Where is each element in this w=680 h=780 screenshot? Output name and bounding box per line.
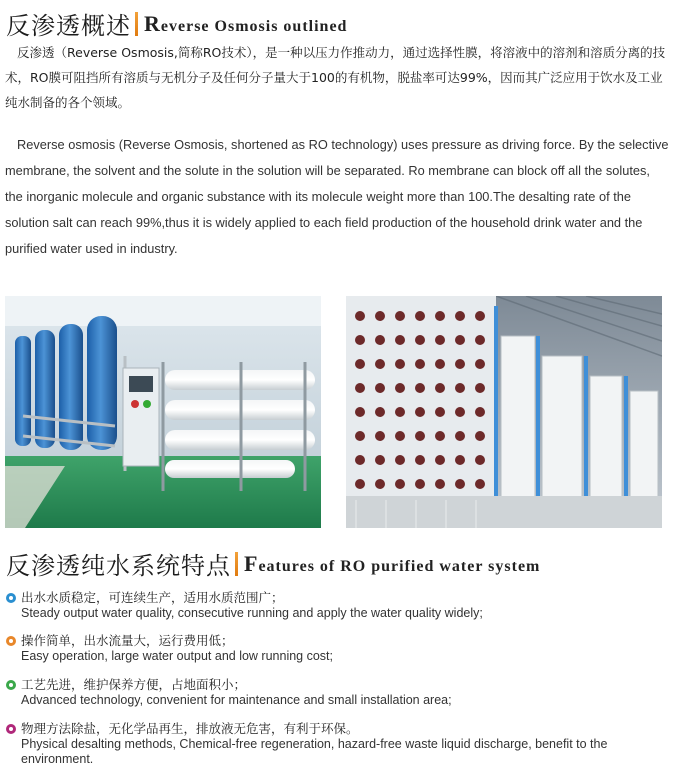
feature-item: 操作简单，出水流量大，运行费用低； Easy operation, large water output and low running cost; — [6, 633, 666, 664]
heading-divider — [135, 12, 138, 36]
ro-plant-photo-right — [346, 296, 662, 528]
ro-plant-photo-left — [5, 296, 321, 528]
feature-item: 物理方法除盐，无化学品再生，排放液无危害，有利于环保。 Physical desalting methods, Chemical-free regeneration, hazard-free waste liquid discharge, benefit to the environment. — [6, 721, 666, 767]
bullet-icon — [6, 593, 16, 603]
heading-cn: 反渗透纯水系统特点 — [6, 552, 231, 580]
bullet-icon — [6, 724, 16, 734]
feature-item: 工艺先进，维护保养方便，占地面积小； Advanced technology, convenient for maintenance and small installation area; — [6, 677, 666, 708]
heading-en: Features of RO purified water system — [244, 550, 541, 576]
heading-en: Reverse Osmosis outlined — [144, 10, 348, 36]
overview-paragraph-cn: 反渗透（Reverse Osmosis,简称RO技术），是一种以压力作推动力，通过选择性膜，将溶液中的溶剂和溶质分离的技术，RO膜可阻挡所有溶质与无机分子及任何分子量大于100的有机物，脱盐率可达99%，因而其广泛应用于饮水及工业纯水制备的各个领域。 — [5, 45, 666, 110]
heading-cn: 反渗透概述 — [6, 12, 131, 40]
bullet-icon — [6, 680, 16, 690]
section-heading-overview — [6, 6, 347, 41]
heading-divider — [235, 552, 238, 576]
section-heading-features — [6, 546, 540, 581]
feature-item: 出水水质稳定，可连续生产，适用水质范围广； Steady output water quality, consecutive running and apply the water quality widely; — [6, 590, 666, 621]
bullet-icon — [6, 636, 16, 646]
overview-paragraph-en: Reverse osmosis (Reverse Osmosis, shortened as RO technology) uses pressure as driving force. By the selective membrane, the solvent and the solute in the solution will be separated. Ro membrane can block off all the solutes, the inorganic molecule and organic substance with its molecule weight more than 100.The desalting rate of the solution salt can reach 99%,thus it is widely applied to each field production of the household drink water and the purified water used in industry. — [5, 137, 669, 256]
